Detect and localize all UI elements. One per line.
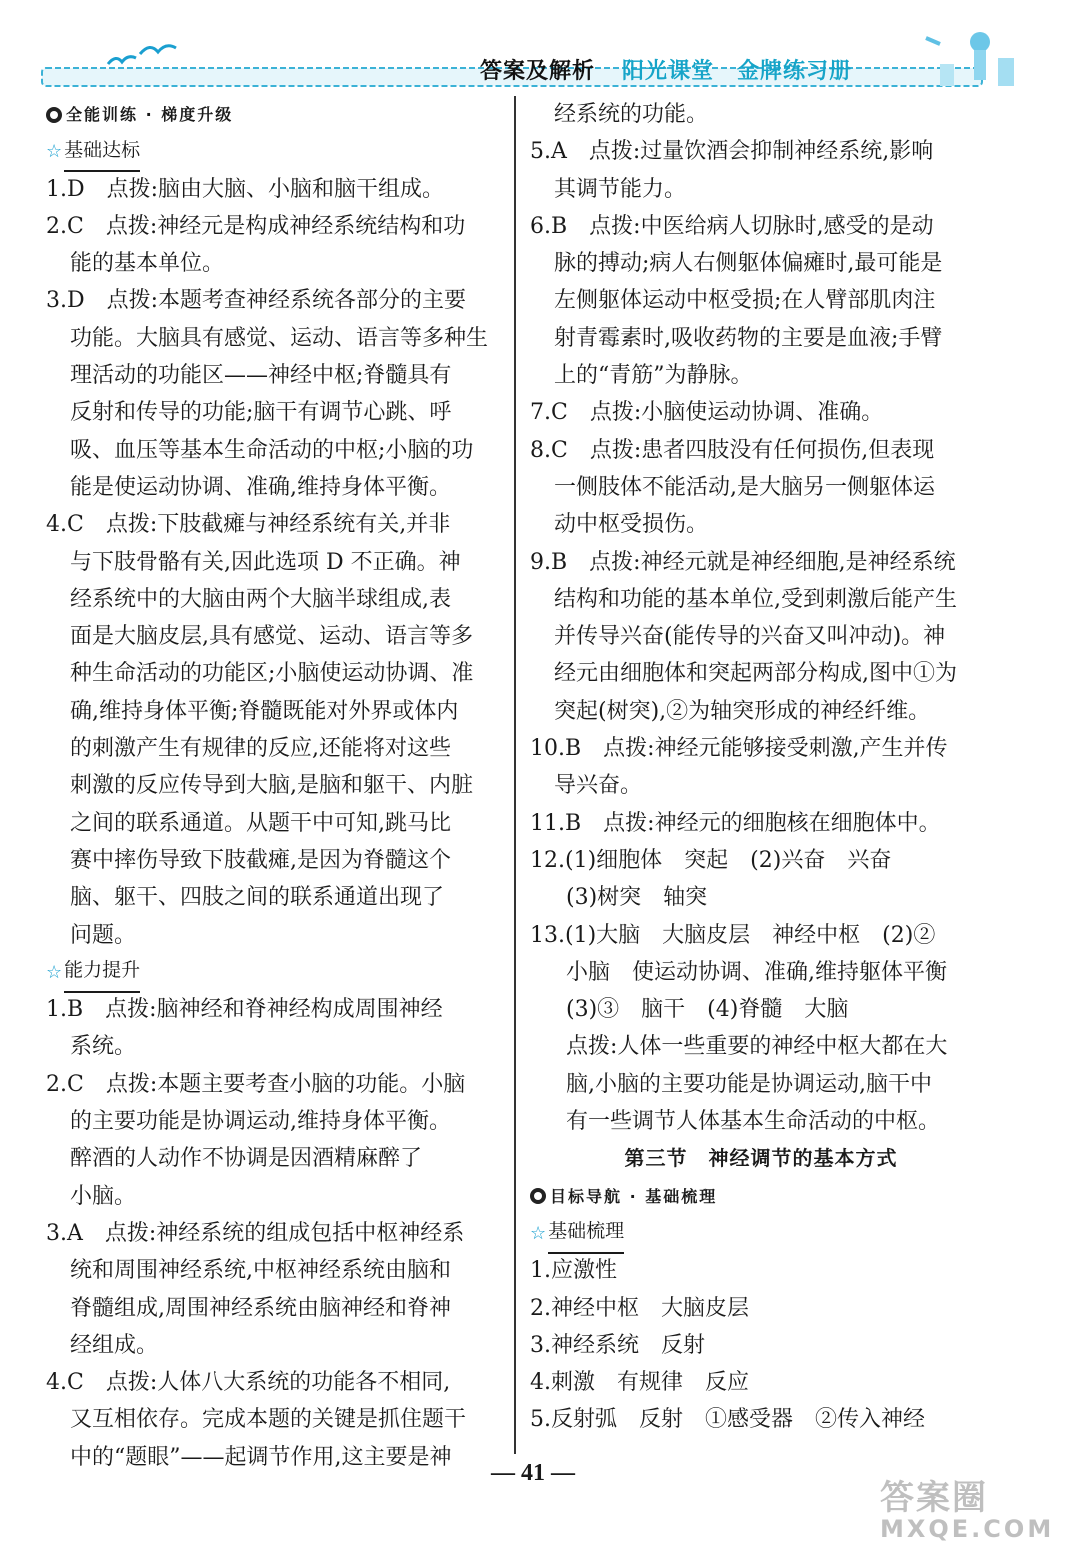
- answer-line: 与下肢骨骼有关,因此选项 D 不正确。神: [70, 549, 461, 575]
- subsection-heading-text: 能力提升: [64, 952, 140, 992]
- answer-line: 左侧躯体运动中枢受损;在人臂部肌肉注: [554, 288, 936, 314]
- answer-line: 结构和功能的基本单位,受到刺激后能产生: [554, 586, 957, 612]
- answer-line: 刺激的反应传导到大脑,是脑和躯干、内脏: [70, 773, 473, 799]
- answer-line: 种生命活动的功能区;小脑使运动协调、准: [70, 661, 474, 687]
- subsection-heading: [46, 133, 508, 170]
- answer-line: 13.(1)大脑 大脑皮层 神经中枢 (2)②: [530, 922, 936, 948]
- answer-line: 小脑 使运动协调、准确,维持躯体平衡: [566, 959, 947, 985]
- left-column: [46, 96, 508, 1476]
- answer-line: 的主要功能是协调运动,维持身体平衡。: [70, 1109, 451, 1135]
- page-number: — 41 —: [491, 1460, 575, 1486]
- page-header: [40, 10, 1040, 90]
- header-title: 答案及解析: [480, 59, 596, 84]
- subsection-heading: [530, 1215, 992, 1252]
- answer-line: 1.B 点拨:脑神经和脊神经构成周围神经: [46, 997, 443, 1023]
- star-icon: ☆: [46, 141, 63, 163]
- answer-line: 面是大脑皮层,具有感觉、运动、语言等多: [70, 624, 473, 650]
- answer-line: 11.B 点拨:神经元的细胞核在细胞体中。: [530, 810, 941, 836]
- answer-line: 4.C 点拨:人体八大系统的功能各不相同,: [46, 1370, 451, 1396]
- answer-line: 2.神经中枢 大脑皮层: [530, 1295, 749, 1321]
- column-divider: [514, 96, 516, 1454]
- answer-line: 脑、躯干、四肢之间的联系通道出现了: [70, 885, 445, 911]
- section-heading: [530, 1178, 992, 1215]
- answer-line: 有一些调节人体基本生命活动的中枢。: [566, 1109, 941, 1135]
- answer-line: 5.反射弧 反射 ①感受器 ②传入神经: [530, 1407, 925, 1433]
- section-heading-text: 目标导航 · 基础梳理: [550, 1186, 718, 1206]
- answer-line: 能是使运动协调、准确,维持身体平衡。: [70, 474, 451, 500]
- star-icon: ☆: [46, 961, 63, 983]
- watermark-line2: MXQE.COM: [880, 1515, 1055, 1543]
- answer-line: 统和周围神经系统,中枢神经系统由脑和: [70, 1258, 451, 1284]
- answer-line: 一侧肢体不能活动,是大脑另一侧躯体运: [554, 474, 935, 500]
- answer-line: 系统。: [70, 1034, 137, 1060]
- right-column: [530, 96, 992, 1439]
- answer-line: 7.C 点拨:小脑使运动协调、准确。: [530, 400, 884, 426]
- answer-line: 2.C 点拨:本题主要考查小脑的功能。小脑: [46, 1071, 466, 1097]
- subsection-heading: [46, 954, 508, 991]
- section-heading: [46, 96, 508, 133]
- answer-line: (3)树突 轴突: [566, 885, 708, 911]
- answer-line: 理活动的功能区——神经中枢;脊髓具有: [70, 363, 452, 389]
- answer-line: 3.D 点拨:本题考查神经系统各部分的主要: [46, 288, 467, 314]
- flask-icon: [920, 28, 1030, 92]
- answer-line: 小脑。: [70, 1183, 137, 1209]
- answer-line: 4.刺激 有规律 反应: [530, 1370, 749, 1396]
- answer-line: 1.应激性: [530, 1258, 617, 1284]
- answer-line: 脊髓组成,周围神经系统由脑神经和脊神: [70, 1295, 451, 1321]
- chapter-title: 第三节 神经调节的基本方式: [624, 1146, 898, 1171]
- answer-line: 9.B 点拨:神经元就是神经细胞,是神经系统: [530, 549, 956, 575]
- star-icon: ☆: [530, 1222, 547, 1244]
- answer-line: 动中枢受损伤。: [554, 512, 709, 538]
- answer-line: 其调节能力。: [554, 176, 687, 202]
- subsection-heading-text: 基础梳理: [548, 1213, 624, 1253]
- section-badge-icon: [530, 1188, 546, 1204]
- answer-line: 突起(树突),②为轴突形成的神经纤维。: [554, 698, 931, 724]
- answer-line: 醉酒的人动作不协调是因酒精麻醉了: [70, 1146, 423, 1172]
- answer-line: 8.C 点拨:患者四肢没有任何损伤,但表现: [530, 437, 935, 463]
- watermark-logo: [880, 1470, 1060, 1543]
- answer-line: 吸、血压等基本生命活动的中枢;小脑的功: [70, 437, 474, 463]
- answer-line: 经系统中的大脑由两个大脑半球组成,表: [70, 586, 451, 612]
- answer-line: 上的“青筋”为静脉。: [554, 363, 753, 389]
- section-heading-text: 全能训练 · 梯度升级: [66, 105, 234, 124]
- answer-line: 功能。大脑具有感觉、运动、语言等多种生: [70, 325, 489, 351]
- answer-line: 2.C 点拨:神经元是构成神经系统结构和功: [46, 213, 466, 239]
- answer-line: 点拨:人体一些重要的神经中枢大都在大: [566, 1034, 948, 1060]
- section-badge-icon: [46, 107, 62, 123]
- answer-line: 6.B 点拨:中医给病人切脉时,感受的是动: [530, 213, 934, 239]
- subsection-heading-text: 基础达标: [64, 132, 140, 172]
- answer-line: 12.(1)细胞体 突起 (2)兴奋 兴奋: [530, 847, 892, 873]
- answer-line: 脉的搏动;病人右侧躯体偏瘫时,最可能是: [554, 251, 943, 277]
- answer-line: 的刺激产生有规律的反应,还能将对这些: [70, 736, 451, 762]
- answer-line: 导兴奋。: [554, 773, 643, 799]
- answer-line: 经系统的功能。: [554, 102, 709, 127]
- answer-line: 3.A 点拨:神经系统的组成包括中枢神经系: [46, 1220, 465, 1246]
- answer-line: 之间的联系通道。从题干中可知,跳马比: [70, 810, 451, 836]
- answer-line: 5.A 点拨:过量饮酒会抑制神经系统,影响: [530, 139, 934, 165]
- answer-line: 又互相依存。完成本题的关键是抓住题干: [70, 1407, 467, 1433]
- answer-line: 中的“题眼”——起调节作用,这主要是神: [70, 1444, 452, 1470]
- answer-line: 反射和传导的功能;脑干有调节心跳、呼: [70, 400, 452, 426]
- answer-line: 4.C 点拨:下肢截瘫与神经系统有关,并非: [46, 512, 451, 538]
- answer-line: 经组成。: [70, 1332, 159, 1358]
- answer-line: 确,维持身体平衡;脊髓既能对外界或体内: [70, 698, 459, 724]
- answer-line: 赛中摔伤导致下肢截瘫,是因为脊髓这个: [70, 847, 451, 873]
- answer-line: 并传导兴奋(能传导的兴奋又叫冲动)。神: [554, 624, 946, 650]
- answer-line: (3)③ 脑干 (4)脊髓 大脑: [566, 997, 849, 1023]
- watermark-line1: 答案圈: [880, 1478, 988, 1518]
- answer-line: 经元由细胞体和突起两部分构成,图中①为: [554, 661, 957, 687]
- header-brand: 阳光课堂 金牌练习册: [622, 59, 853, 84]
- answer-line: 10.B 点拨:神经元能够接受刺激,产生并传: [530, 736, 948, 762]
- answer-line: 脑,小脑的主要功能是协调运动,脑干中: [566, 1071, 932, 1097]
- answer-line: 1.D 点拨:脑由大脑、小脑和脑干组成。: [46, 176, 445, 202]
- answer-line: 3.神经系统 反射: [530, 1332, 705, 1358]
- answer-line: 能的基本单位。: [70, 251, 225, 277]
- answer-line: 问题。: [70, 922, 137, 948]
- answer-line: 射青霉素时,吸收药物的主要是血液;手臂: [554, 325, 943, 351]
